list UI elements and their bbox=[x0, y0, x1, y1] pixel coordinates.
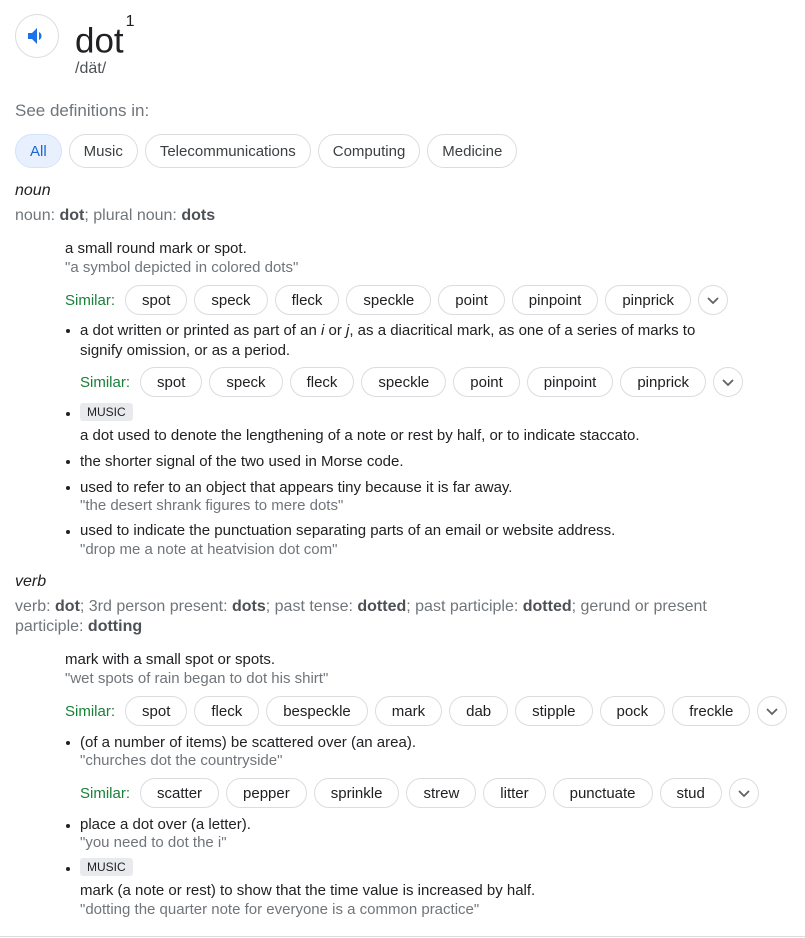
chip-computing[interactable]: Computing bbox=[318, 134, 421, 168]
similar-word-chip[interactable]: stipple bbox=[515, 696, 592, 726]
noun-subsense-3: the shorter signal of the two used in Morse code. bbox=[80, 453, 404, 470]
similar-word-chip[interactable]: scatter bbox=[140, 778, 219, 808]
expand-similar-button[interactable] bbox=[698, 285, 728, 315]
similar-label: Similar: bbox=[80, 373, 131, 391]
verb-subsense-2: place a dot over (a letter). bbox=[80, 816, 251, 833]
noun-definition-1: a small round mark or spot. bbox=[65, 240, 247, 257]
pronunciation: /dät/ bbox=[75, 60, 107, 77]
bullet bbox=[66, 867, 70, 871]
verb-forms-cont: participle: dotting bbox=[15, 618, 143, 635]
verb-similar-row-2 bbox=[80, 778, 759, 808]
noun-subsense-5-example: "drop me a note at heatvision dot com" bbox=[80, 541, 338, 558]
bullet bbox=[66, 824, 70, 828]
bullet bbox=[66, 486, 70, 490]
definition-filter-chips bbox=[15, 134, 517, 168]
similar-word-chip[interactable]: spot bbox=[140, 367, 202, 397]
similar-word-chip[interactable]: pinprick bbox=[605, 285, 691, 315]
similar-word-chip[interactable]: point bbox=[453, 367, 520, 397]
similar-word-chip[interactable]: fleck bbox=[275, 285, 340, 315]
similar-word-chip[interactable]: litter bbox=[483, 778, 545, 808]
speaker-icon bbox=[25, 24, 49, 48]
bullet bbox=[66, 329, 70, 333]
chevron-down-icon bbox=[721, 375, 735, 389]
verb-similar-row-1 bbox=[65, 696, 787, 726]
similar-word-chip[interactable]: spot bbox=[125, 285, 187, 315]
bullet bbox=[66, 460, 70, 464]
verb-subsense-1: (of a number of items) be scattered over (an area). bbox=[80, 734, 416, 751]
similar-word-chip[interactable]: point bbox=[438, 285, 505, 315]
chip-telecommunications[interactable]: Telecommunications bbox=[145, 134, 311, 168]
part-of-speech-verb: verb bbox=[15, 573, 47, 590]
chip-all[interactable]: All bbox=[15, 134, 62, 168]
chip-music[interactable]: Music bbox=[69, 134, 138, 168]
similar-word-chip[interactable]: fleck bbox=[194, 696, 259, 726]
verb-subsense-1-example: "churches dot the countryside" bbox=[80, 752, 283, 769]
bullet bbox=[66, 530, 70, 534]
music-label-tag: MUSIC bbox=[80, 403, 133, 421]
expand-similar-button[interactable] bbox=[757, 696, 787, 726]
noun-similar-row-2 bbox=[80, 367, 743, 397]
noun-subsense-1-cont: signify omission, or as a period. bbox=[80, 342, 291, 359]
play-pronunciation-button[interactable] bbox=[15, 14, 59, 58]
verb-example-1: "wet spots of rain began to dot his shirt" bbox=[65, 670, 329, 687]
verb-subsense-2-example: "you need to dot the i" bbox=[80, 834, 227, 851]
verb-definition-1: mark with a small spot or spots. bbox=[65, 651, 276, 668]
similar-label: Similar: bbox=[80, 784, 131, 802]
similar-word-chip[interactable]: speckle bbox=[346, 285, 431, 315]
similar-word-chip[interactable]: punctuate bbox=[553, 778, 653, 808]
verb-subsense-3-example: "dotting the quarter note for everyone is a common practice" bbox=[80, 901, 480, 918]
similar-word-chip[interactable]: spot bbox=[125, 696, 187, 726]
similar-word-chip[interactable]: pinprick bbox=[620, 367, 706, 397]
similar-word-chip[interactable]: freckle bbox=[672, 696, 750, 726]
similar-word-chip[interactable]: pock bbox=[600, 696, 666, 726]
similar-word-chip[interactable]: fleck bbox=[290, 367, 355, 397]
chevron-down-icon bbox=[765, 704, 779, 718]
headword: dot$^1$ bbox=[75, 13, 135, 61]
similar-word-chip[interactable]: sprinkle bbox=[314, 778, 400, 808]
chevron-down-icon bbox=[706, 293, 720, 307]
noun-subsense-5: used to indicate the punctuation separating parts of an email or website address. bbox=[80, 522, 616, 539]
divider bbox=[0, 936, 805, 937]
noun-forms: noun: dot; plural noun: dots bbox=[15, 207, 216, 224]
music-label-tag: MUSIC bbox=[80, 858, 133, 876]
similar-word-chip[interactable]: mark bbox=[375, 696, 442, 726]
similar-word-chip[interactable]: pinpoint bbox=[527, 367, 614, 397]
chevron-down-icon bbox=[737, 786, 751, 800]
noun-similar-row-1 bbox=[65, 285, 728, 315]
similar-word-chip[interactable]: strew bbox=[406, 778, 476, 808]
bullet bbox=[66, 741, 70, 745]
part-of-speech-noun: noun bbox=[15, 182, 51, 199]
similar-word-chip[interactable]: pepper bbox=[226, 778, 307, 808]
similar-word-chip[interactable]: pinpoint bbox=[512, 285, 599, 315]
expand-similar-button[interactable] bbox=[713, 367, 743, 397]
verb-subsense-3: mark (a note or rest) to show that the time value is increased by half. bbox=[80, 882, 536, 899]
similar-word-chip[interactable]: bespeckle bbox=[266, 696, 368, 726]
noun-subsense-4-example: "the desert shrank figures to mere dots" bbox=[80, 497, 344, 514]
expand-similar-button[interactable] bbox=[729, 778, 759, 808]
noun-example-1: "a symbol depicted in colored dots" bbox=[65, 259, 299, 276]
bullet bbox=[66, 412, 70, 416]
see-definitions-label: See definitions in: bbox=[15, 101, 150, 120]
homograph-number: 1 bbox=[125, 13, 135, 30]
similar-word-chip[interactable]: speckle bbox=[361, 367, 446, 397]
noun-subsense-2: a dot used to denote the lengthening of a note or rest by half, or to indicate staccato. bbox=[80, 427, 640, 444]
noun-subsense-4: used to refer to an object that appears tiny because it is far away. bbox=[80, 479, 513, 496]
similar-word-chip[interactable]: stud bbox=[660, 778, 722, 808]
verb-forms: verb: dot; 3rd person present: dots; past tense: dotted; past participle: dotted; gerund or present bbox=[15, 598, 707, 615]
similar-label: Similar: bbox=[65, 291, 116, 309]
similar-label: Similar: bbox=[65, 702, 116, 720]
similar-word-chip[interactable]: speck bbox=[194, 285, 267, 315]
noun-subsense-1: a dot written or printed as part of an i or j, as a diacritical mark, as one of a series of marks to bbox=[80, 322, 696, 339]
similar-word-chip[interactable]: speck bbox=[209, 367, 282, 397]
similar-word-chip[interactable]: dab bbox=[449, 696, 508, 726]
chip-medicine[interactable]: Medicine bbox=[427, 134, 517, 168]
